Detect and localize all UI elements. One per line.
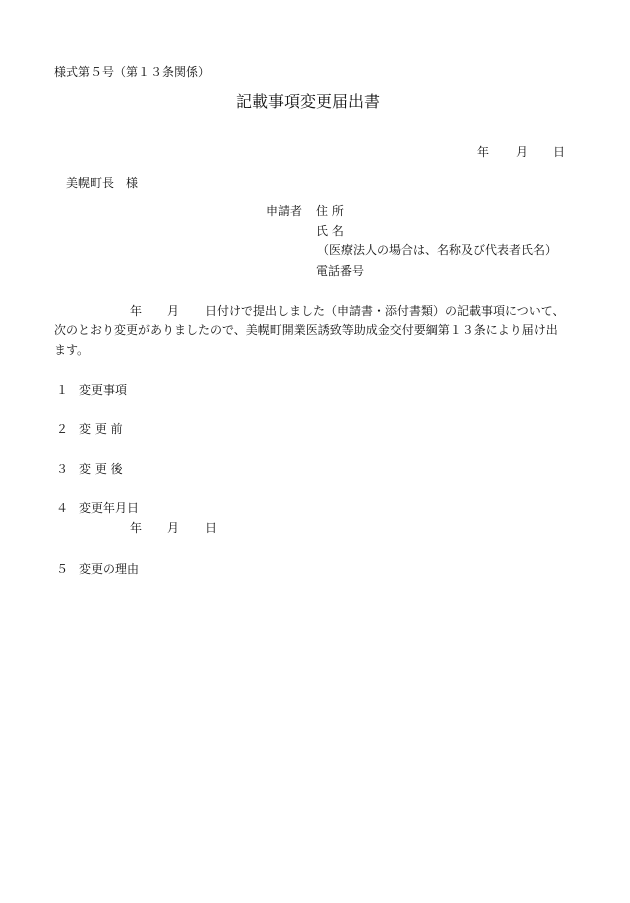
item-label-change-date: 変更年月日 — [79, 501, 140, 515]
item-number: ５ — [56, 562, 69, 576]
document-title: 記載事項変更届出書 — [236, 92, 381, 111]
change-date-day-label: 日 — [205, 521, 218, 535]
body-line-3: ます。 — [54, 343, 90, 357]
applicant-label: 申請者 — [266, 204, 303, 218]
change-date-month-label: 月 — [167, 521, 180, 535]
item-label-change-reason: 変更の理由 — [79, 562, 140, 576]
item-label-change-matter: 変更事項 — [79, 383, 128, 397]
addressee: 美幌町長 様 — [66, 176, 139, 190]
address-label: 住 所 — [316, 204, 344, 218]
body-month-label: 月 — [167, 304, 180, 318]
phone-label: 電話番号 — [316, 264, 365, 278]
item-label-before-change: 変 更 前 — [79, 422, 123, 436]
body-line-1: 日付けで提出しました（申請書・添付書類）の記載事項について、 — [205, 304, 565, 318]
body-year-label: 年 — [130, 304, 143, 318]
name-label: 氏 名 — [316, 224, 344, 238]
form-number: 様式第５号（第１３条関係） — [54, 65, 211, 79]
item-number: １ — [56, 383, 69, 397]
item-number: ２ — [56, 422, 69, 436]
item-number: ４ — [56, 501, 69, 515]
date-month-label: 月 — [516, 145, 529, 159]
date-day-label: 日 — [553, 145, 566, 159]
body-line-2: 次のとおり変更がありましたので、美幌町開業医誘致等助成金交付要綱第１３条により届け出 — [54, 323, 558, 337]
item-number: ３ — [56, 462, 69, 476]
change-date-year-label: 年 — [130, 521, 143, 535]
date-year-label: 年 — [477, 145, 490, 159]
medical-corporation-note: （医療法人の場合は、名称及び代表者氏名） — [317, 243, 558, 257]
item-label-after-change: 変 更 後 — [79, 462, 123, 476]
